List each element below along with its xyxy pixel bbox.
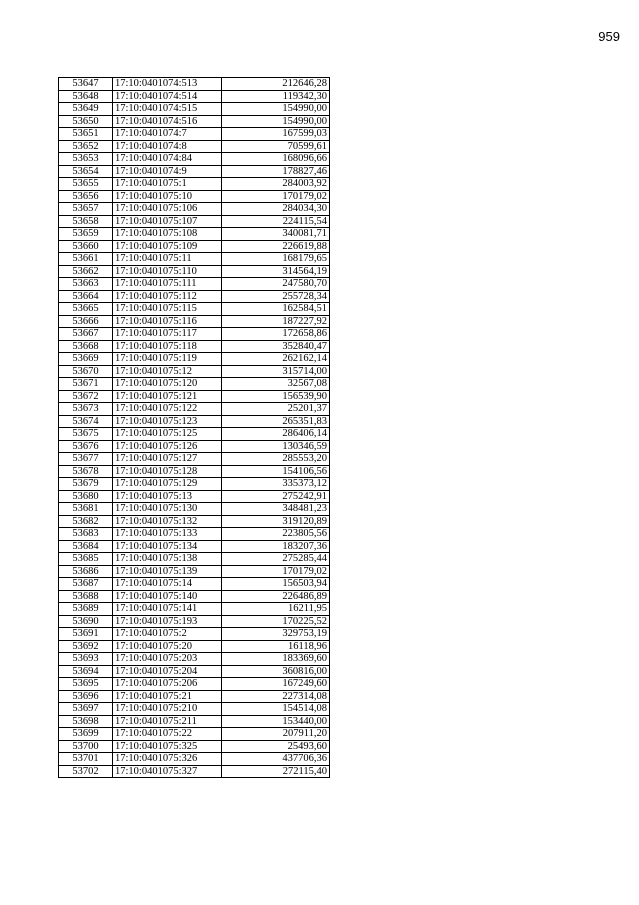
row-number-cell: 53673 [59,403,113,416]
value-cell: 25201,37 [222,403,330,416]
row-number-cell: 53656 [59,190,113,203]
table-row [59,128,330,141]
row-number-cell: 53658 [59,215,113,228]
value-cell: 224115,54 [222,215,330,228]
cadastral-number-cell: 17:10:0401075:327 [113,765,222,778]
value-cell: 70599,61 [222,140,330,153]
row-number-cell: 53691 [59,628,113,641]
row-number-cell: 53648 [59,90,113,103]
table-row [59,378,330,391]
cadastral-number-cell: 17:10:0401074:84 [113,153,222,166]
table-row [59,165,330,178]
table-row [59,215,330,228]
table-row [59,665,330,678]
value-cell: 315714,00 [222,365,330,378]
table-row [59,203,330,216]
value-cell: 226486,89 [222,590,330,603]
cadastral-number-cell: 17:10:0401075:110 [113,265,222,278]
row-number-cell: 53669 [59,353,113,366]
row-number-cell: 53679 [59,478,113,491]
value-cell: 207911,20 [222,728,330,741]
row-number-cell: 53672 [59,390,113,403]
table-row [59,603,330,616]
value-cell: 226619,88 [222,240,330,253]
cadastral-number-cell: 17:10:0401075:118 [113,340,222,353]
table-row [59,115,330,128]
value-cell: 223805,56 [222,528,330,541]
value-cell: 284003,92 [222,178,330,191]
row-number-cell: 53665 [59,303,113,316]
value-cell: 319120,89 [222,515,330,528]
table-row [59,765,330,778]
value-cell: 170179,02 [222,565,330,578]
row-number-cell: 53690 [59,615,113,628]
row-number-cell: 53667 [59,328,113,341]
table-row [59,515,330,528]
table-row [59,503,330,516]
row-number-cell: 53650 [59,115,113,128]
cadastral-number-cell: 17:10:0401075:206 [113,678,222,691]
cadastral-number-cell: 17:10:0401075:125 [113,428,222,441]
cadastral-number-cell: 17:10:0401075:134 [113,540,222,553]
value-cell: 16118,96 [222,640,330,653]
cadastral-number-cell: 17:10:0401074:515 [113,103,222,116]
table-row [59,628,330,641]
row-number-cell: 53674 [59,415,113,428]
row-number-cell: 53696 [59,690,113,703]
cadastral-number-cell: 17:10:0401074:514 [113,90,222,103]
cadastral-number-cell: 17:10:0401075:119 [113,353,222,366]
row-number-cell: 53700 [59,740,113,753]
row-number-cell: 53695 [59,678,113,691]
table-row [59,190,330,203]
table-row [59,178,330,191]
value-cell: 212646,28 [222,78,330,91]
value-cell: 156503,94 [222,578,330,591]
row-number-cell: 53682 [59,515,113,528]
cadastral-number-cell: 17:10:0401075:117 [113,328,222,341]
cadastral-number-cell: 17:10:0401075:129 [113,478,222,491]
table-row [59,678,330,691]
value-cell: 348481,23 [222,503,330,516]
row-number-cell: 53670 [59,365,113,378]
table-row [59,703,330,716]
cadastral-number-cell: 17:10:0401075:139 [113,565,222,578]
table-row [59,290,330,303]
table-row [59,403,330,416]
registry-table [58,77,330,778]
row-number-cell: 53698 [59,715,113,728]
row-number-cell: 53671 [59,378,113,391]
row-number-cell: 53653 [59,153,113,166]
table-row [59,578,330,591]
table-row [59,590,330,603]
row-number-cell: 53694 [59,665,113,678]
value-cell: 284034,30 [222,203,330,216]
table-row [59,478,330,491]
cadastral-number-cell: 17:10:0401074:7 [113,128,222,141]
table-row [59,265,330,278]
row-number-cell: 53659 [59,228,113,241]
row-number-cell: 53664 [59,290,113,303]
cadastral-number-cell: 17:10:0401075:109 [113,240,222,253]
value-cell: 329753,19 [222,628,330,641]
value-cell: 154514,08 [222,703,330,716]
value-cell: 153440,00 [222,715,330,728]
cadastral-number-cell: 17:10:0401075:128 [113,465,222,478]
value-cell: 167249,60 [222,678,330,691]
table-row [59,153,330,166]
cadastral-number-cell: 17:10:0401075:121 [113,390,222,403]
cadastral-number-cell: 17:10:0401075:111 [113,278,222,291]
value-cell: 119342,30 [222,90,330,103]
cadastral-number-cell: 17:10:0401075:21 [113,690,222,703]
row-number-cell: 53654 [59,165,113,178]
table-row [59,553,330,566]
table-row [59,453,330,466]
value-cell: 437706,36 [222,753,330,766]
row-number-cell: 53683 [59,528,113,541]
cadastral-number-cell: 17:10:0401075:211 [113,715,222,728]
value-cell: 360816,00 [222,665,330,678]
cadastral-number-cell: 17:10:0401075:120 [113,378,222,391]
table-row [59,328,330,341]
table-row [59,415,330,428]
table-row [59,353,330,366]
table-row [59,740,330,753]
cadastral-number-cell: 17:10:0401075:1 [113,178,222,191]
value-cell: 262162,14 [222,353,330,366]
value-cell: 340081,71 [222,228,330,241]
table-row [59,728,330,741]
row-number-cell: 53668 [59,340,113,353]
table-row [59,715,330,728]
row-number-cell: 53666 [59,315,113,328]
cadastral-number-cell: 17:10:0401075:126 [113,440,222,453]
table-row [59,103,330,116]
row-number-cell: 53652 [59,140,113,153]
value-cell: 16211,95 [222,603,330,616]
cadastral-number-cell: 17:10:0401075:2 [113,628,222,641]
table-row [59,140,330,153]
table-row [59,303,330,316]
row-number-cell: 53649 [59,103,113,116]
value-cell: 255728,34 [222,290,330,303]
table-row [59,428,330,441]
cadastral-number-cell: 17:10:0401075:326 [113,753,222,766]
cadastral-number-cell: 17:10:0401075:108 [113,228,222,241]
cadastral-number-cell: 17:10:0401075:122 [113,403,222,416]
row-number-cell: 53662 [59,265,113,278]
cadastral-number-cell: 17:10:0401075:107 [113,215,222,228]
value-cell: 285553,20 [222,453,330,466]
table-row [59,90,330,103]
cadastral-number-cell: 17:10:0401075:210 [113,703,222,716]
value-cell: 286406,14 [222,428,330,441]
value-cell: 352840,47 [222,340,330,353]
value-cell: 275285,44 [222,553,330,566]
cadastral-number-cell: 17:10:0401075:22 [113,728,222,741]
value-cell: 154990,00 [222,115,330,128]
row-number-cell: 53678 [59,465,113,478]
row-number-cell: 53681 [59,503,113,516]
table-row [59,78,330,91]
row-number-cell: 53697 [59,703,113,716]
cadastral-number-cell: 17:10:0401075:115 [113,303,222,316]
value-cell: 227314,08 [222,690,330,703]
value-cell: 314564,19 [222,265,330,278]
table-row [59,365,330,378]
value-cell: 168096,66 [222,153,330,166]
table-row [59,565,330,578]
table-row [59,228,330,241]
table-row [59,340,330,353]
table-row [59,690,330,703]
cadastral-number-cell: 17:10:0401074:9 [113,165,222,178]
value-cell: 275242,91 [222,490,330,503]
table-row [59,490,330,503]
value-cell: 183207,36 [222,540,330,553]
table-row [59,528,330,541]
registry-table-body [59,78,330,778]
row-number-cell: 53675 [59,428,113,441]
table-row [59,615,330,628]
row-number-cell: 53685 [59,553,113,566]
cadastral-number-cell: 17:10:0401075:133 [113,528,222,541]
row-number-cell: 53680 [59,490,113,503]
row-number-cell: 53687 [59,578,113,591]
table-row [59,253,330,266]
table-row [59,315,330,328]
row-number-cell: 53663 [59,278,113,291]
table-row [59,240,330,253]
row-number-cell: 53689 [59,603,113,616]
value-cell: 272115,40 [222,765,330,778]
cadastral-number-cell: 17:10:0401075:130 [113,503,222,516]
row-number-cell: 53692 [59,640,113,653]
value-cell: 168179,65 [222,253,330,266]
cadastral-number-cell: 17:10:0401075:10 [113,190,222,203]
row-number-cell: 53684 [59,540,113,553]
cadastral-number-cell: 17:10:0401075:11 [113,253,222,266]
table-row [59,278,330,291]
row-number-cell: 53655 [59,178,113,191]
row-number-cell: 53657 [59,203,113,216]
row-number-cell: 53647 [59,78,113,91]
table-row [59,753,330,766]
cadastral-number-cell: 17:10:0401075:14 [113,578,222,591]
value-cell: 187227,92 [222,315,330,328]
table-row [59,390,330,403]
cadastral-number-cell: 17:10:0401075:20 [113,640,222,653]
table-row [59,640,330,653]
row-number-cell: 53676 [59,440,113,453]
value-cell: 170225,52 [222,615,330,628]
row-number-cell: 53693 [59,653,113,666]
value-cell: 178827,46 [222,165,330,178]
cadastral-number-cell: 17:10:0401075:140 [113,590,222,603]
cadastral-number-cell: 17:10:0401075:141 [113,603,222,616]
cadastral-number-cell: 17:10:0401075:325 [113,740,222,753]
value-cell: 32567,08 [222,378,330,391]
row-number-cell: 53701 [59,753,113,766]
cadastral-number-cell: 17:10:0401075:132 [113,515,222,528]
table-row [59,653,330,666]
cadastral-number-cell: 17:10:0401075:112 [113,290,222,303]
row-number-cell: 53677 [59,453,113,466]
table-row [59,440,330,453]
value-cell: 172658,86 [222,328,330,341]
cadastral-number-cell: 17:10:0401074:513 [113,78,222,91]
cadastral-number-cell: 17:10:0401075:193 [113,615,222,628]
value-cell: 265351,83 [222,415,330,428]
cadastral-number-cell: 17:10:0401075:204 [113,665,222,678]
cadastral-number-cell: 17:10:0401074:8 [113,140,222,153]
value-cell: 25493,60 [222,740,330,753]
value-cell: 130346,59 [222,440,330,453]
value-cell: 170179,02 [222,190,330,203]
cadastral-number-cell: 17:10:0401075:138 [113,553,222,566]
value-cell: 247580,70 [222,278,330,291]
value-cell: 154106,56 [222,465,330,478]
value-cell: 154990,00 [222,103,330,116]
row-number-cell: 53660 [59,240,113,253]
row-number-cell: 53688 [59,590,113,603]
row-number-cell: 53699 [59,728,113,741]
row-number-cell: 53702 [59,765,113,778]
cadastral-number-cell: 17:10:0401075:203 [113,653,222,666]
row-number-cell: 53651 [59,128,113,141]
cadastral-number-cell: 17:10:0401075:106 [113,203,222,216]
cadastral-number-cell: 17:10:0401075:116 [113,315,222,328]
value-cell: 167599,03 [222,128,330,141]
value-cell: 162584,51 [222,303,330,316]
table-row [59,465,330,478]
cadastral-number-cell: 17:10:0401075:13 [113,490,222,503]
row-number-cell: 53686 [59,565,113,578]
cadastral-number-cell: 17:10:0401074:516 [113,115,222,128]
cadastral-number-cell: 17:10:0401075:12 [113,365,222,378]
cadastral-number-cell: 17:10:0401075:127 [113,453,222,466]
value-cell: 183369,60 [222,653,330,666]
value-cell: 335373,12 [222,478,330,491]
table-row [59,540,330,553]
cadastral-number-cell: 17:10:0401075:123 [113,415,222,428]
row-number-cell: 53661 [59,253,113,266]
value-cell: 156539,90 [222,390,330,403]
page-number: 959 [598,29,620,44]
